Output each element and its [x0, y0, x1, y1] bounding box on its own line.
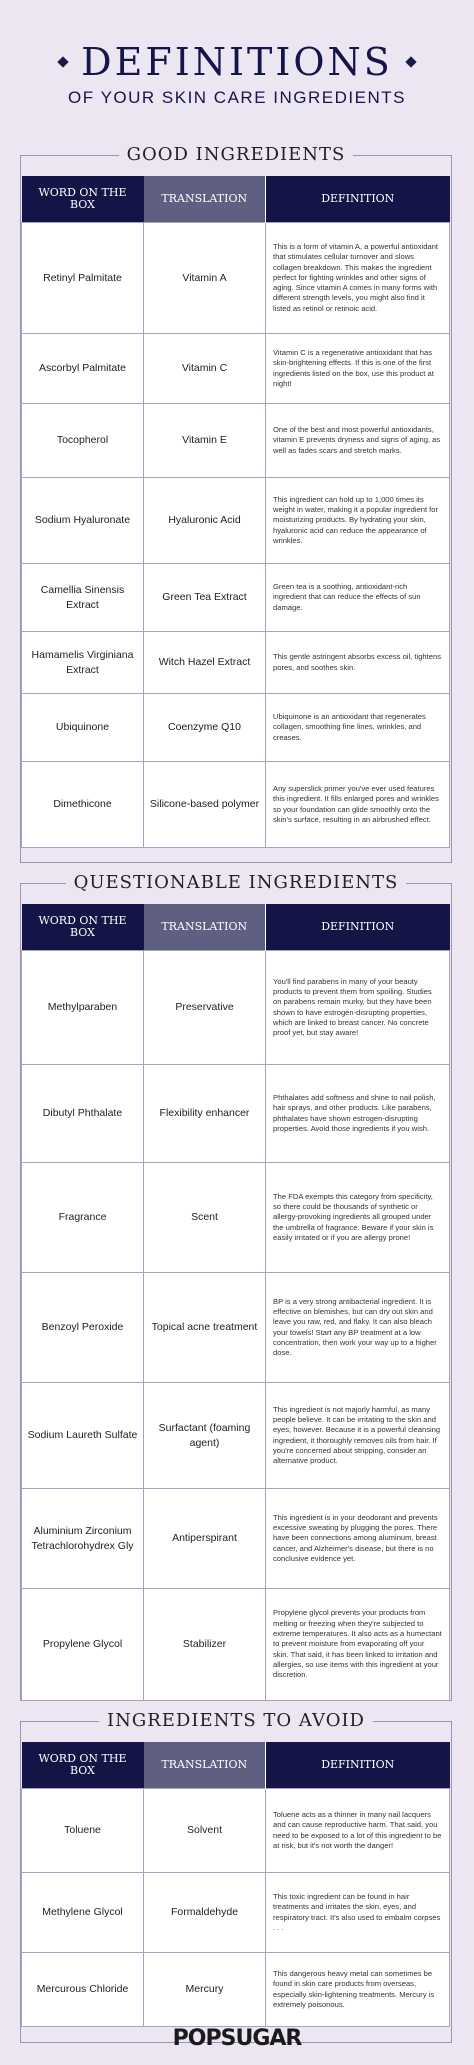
definition-cell: This toxic ingredient can be found in hair treatments and irritates the skin, eyes, and respiratory tract. It's also used to embalm corpses . . . — [266, 1873, 450, 1953]
translation-cell: Witch Hazel Extract — [144, 632, 266, 694]
table-row — [22, 951, 450, 1065]
table-row — [22, 1953, 450, 2027]
section-title-avoid: INGREDIENTS TO AVOID — [99, 1710, 373, 1731]
word-cell: Hamamelis Virginiana Extract — [22, 632, 144, 694]
diamond-right-icon — [405, 56, 416, 67]
header — [0, 0, 474, 108]
col-header-word: WORD ON THE BOX — [22, 176, 144, 223]
table-avoid — [21, 1742, 450, 2027]
col-header-word: WORD ON THE BOX — [22, 904, 144, 951]
definition-cell: This gentle astringent absorbs excess oil, tightens pores, and soothes skin. — [266, 632, 450, 694]
page-title: DEFINITIONS — [81, 40, 393, 84]
definition-cell: This ingredient is not majorly harmful, as many people believe. It can be irritating to the skin and eyes, however. Because it is a powerful cleansing ingredient, it thoroughly removes oils from hair. If you're concerned about stripping, consider an alternative product. — [266, 1383, 450, 1489]
section-title-questionable: QUESTIONABLE INGREDIENTS — [66, 872, 407, 893]
table-row — [22, 1383, 450, 1489]
translation-cell: Solvent — [144, 1789, 266, 1873]
translation-cell: Silicone-based polymer — [144, 762, 266, 848]
definition-cell: One of the best and most powerful antioxidants, vitamin E prevents dryness and signs of aging, as well as fades scars and stretch marks. — [266, 404, 450, 478]
word-cell: Benzoyl Peroxide — [22, 1273, 144, 1383]
translation-cell: Antiperspirant — [144, 1489, 266, 1589]
definition-cell: Toluene acts as a thinner in many nail lacquers and can cause reproductive harm. That said, you need to be exposed to a lot of this ingredient to be at risk, but it's not worth the danger! — [266, 1789, 450, 1873]
word-cell: Methylparaben — [22, 951, 144, 1065]
table-header-row — [22, 1742, 450, 1789]
translation-cell: Vitamin E — [144, 404, 266, 478]
translation-cell: Scent — [144, 1163, 266, 1273]
table-good — [21, 176, 450, 848]
table-row — [22, 478, 450, 564]
definition-cell: Any superslick primer you've ever used features this ingredient. It fills enlarged pores and wrinkles so your foundation can glide smoothly onto the skin's surface, resulting in an airbrushed effect. — [266, 762, 450, 848]
word-cell: Dibutyl Phthalate — [22, 1065, 144, 1163]
table-row — [22, 694, 450, 762]
col-header-definition: DEFINITION — [266, 1742, 450, 1789]
definition-cell: You'll find parabens in many of your beauty products to prevent them from spoiling. Studies on parabens remain murky, but they have been shown to have estrogen-disrupting properties, which are linked to breast cancer. No concrete proof yet, but stay aware! — [266, 951, 450, 1065]
table-header-row — [22, 176, 450, 223]
translation-cell: Vitamin C — [144, 334, 266, 404]
table-row — [22, 1273, 450, 1383]
word-cell: Methylene Glycol — [22, 1873, 144, 1953]
brand-logo: POPSUGAR — [172, 2026, 302, 2051]
table-row — [22, 1873, 450, 1953]
col-header-translation: TRANSLATION — [144, 1742, 266, 1789]
col-header-translation: TRANSLATION — [144, 176, 266, 223]
translation-cell: Coenzyme Q10 — [144, 694, 266, 762]
table-row — [22, 762, 450, 848]
col-header-definition: DEFINITION — [266, 904, 450, 951]
definition-cell: This dangerous heavy metal can sometimes be found in skin care products from overseas, especially skin-lightening treatments. Mercury is extremely poisonous. — [266, 1953, 450, 2027]
word-cell: Retinyl Palmitate — [22, 223, 144, 334]
definition-cell: Propylene glycol prevents your products from melting or freezing when they're subjected to extreme temperatures. It also acts as a humectant to prevent moisture from evaporating off your skin. That said, it has been linked to irritation and allergies, so use items with this ingredient at your discretion. — [266, 1589, 450, 1701]
definition-cell: BP is a very strong antibacterial ingredient. It is effective on blemishes, but can dry out skin and leave you raw, red, and flaky. It can also bleach your towels! Start any BP treatment at a low concentration, then work your way up to a higher dose. — [266, 1273, 450, 1383]
definition-cell: Vitamin C is a regenerative antioxidant that has skin-brightening effects. If this is one of the first ingredients listed on the box, use this product at night! — [266, 334, 450, 404]
word-cell: Mercurous Chloride — [22, 1953, 144, 2027]
word-cell: Sodium Laureth Sulfate — [22, 1383, 144, 1489]
definition-cell: Ubiquinone is an antioxidant that regenerates collagen, smoothing fine lines, wrinkles, and creases. — [266, 694, 450, 762]
col-header-definition: DEFINITION — [266, 176, 450, 223]
col-header-word: WORD ON THE BOX — [22, 1742, 144, 1789]
table-row — [22, 404, 450, 478]
table-row — [22, 1065, 450, 1163]
word-cell: Toluene — [22, 1789, 144, 1873]
table-questionable — [21, 904, 450, 1701]
translation-cell: Formaldehyde — [144, 1873, 266, 1953]
title-row — [0, 40, 474, 84]
table-row — [22, 1163, 450, 1273]
translation-cell: Green Tea Extract — [144, 564, 266, 632]
word-cell: Tocopherol — [22, 404, 144, 478]
word-cell: Propylene Glycol — [22, 1589, 144, 1701]
section-title-good: GOOD INGREDIENTS — [119, 144, 354, 165]
table-row — [22, 1789, 450, 1873]
section-questionable — [20, 872, 452, 1701]
translation-cell: Stabilizer — [144, 1589, 266, 1701]
translation-cell: Surfactant (foaming agent) — [144, 1383, 266, 1489]
page-subtitle: OF YOUR SKIN CARE INGREDIENTS — [68, 88, 406, 107]
word-cell: Fragrance — [22, 1163, 144, 1273]
word-cell: Sodium Hyaluronate — [22, 478, 144, 564]
table-row — [22, 1489, 450, 1589]
word-cell: Aluminium Zirconium Tetrachlorohydrex Gly — [22, 1489, 144, 1589]
section-avoid — [20, 1710, 452, 2043]
definition-cell: This is a form of vitamin A, a powerful antioxidant that stimulates cellular turnover and slows collagen breakdown. This makes the ingredient perfect for fighting wrinkles and other signs of aging. Since vitamin A comes in many forms with different strength levels, you might also find it listed as retinol or retinoic acid. — [266, 223, 450, 334]
definition-cell: The FDA exempts this category from specificity, so there could be thousands of synthetic or allergy-provoking ingredients all grouped under the umbrella of fragrance. Beware if your skin is easily irritated or if you are allergy prone! — [266, 1163, 450, 1273]
table-row — [22, 1589, 450, 1701]
definition-cell: Phthalates add softness and shine to nail polish, hair sprays, and other products. Like parabens, phthalates have shown estrogen-disrupting properties. Avoid those ingredients if you wish. — [266, 1065, 450, 1163]
translation-cell: Preservative — [144, 951, 266, 1065]
translation-cell: Flexibility enhancer — [144, 1065, 266, 1163]
word-cell: Ubiquinone — [22, 694, 144, 762]
word-cell: Ascorbyl Palmitate — [22, 334, 144, 404]
translation-cell: Mercury — [144, 1953, 266, 2027]
definition-cell: Green tea is a soothing, antioxidant-rich ingredient that can reduce the effects of sun damage. — [266, 564, 450, 632]
translation-cell: Vitamin A — [144, 223, 266, 334]
table-row — [22, 334, 450, 404]
table-row — [22, 564, 450, 632]
definition-cell: This ingredient is in your deodorant and prevents excessive sweating by plugging the pores. There have been connections among aluminum, breast cancer, and Alzheimer's disease, but there is no conclusive evidence yet. — [266, 1489, 450, 1589]
translation-cell: Topical acne treatment — [144, 1273, 266, 1383]
table-header-row — [22, 904, 450, 951]
section-good — [20, 144, 452, 863]
diamond-left-icon — [58, 56, 69, 67]
word-cell: Dimethicone — [22, 762, 144, 848]
table-row — [22, 223, 450, 334]
col-header-translation: TRANSLATION — [144, 904, 266, 951]
word-cell: Camellia Sinensis Extract — [22, 564, 144, 632]
definition-cell: This ingredient can hold up to 1,000 times its weight in water, making it a popular ingredient for moisturizing products. By hydrating your skin, hyaluronic acid can reduce the appearance of wrinkles. — [266, 478, 450, 564]
footer — [0, 2026, 474, 2051]
table-row — [22, 632, 450, 694]
translation-cell: Hyaluronic Acid — [144, 478, 266, 564]
